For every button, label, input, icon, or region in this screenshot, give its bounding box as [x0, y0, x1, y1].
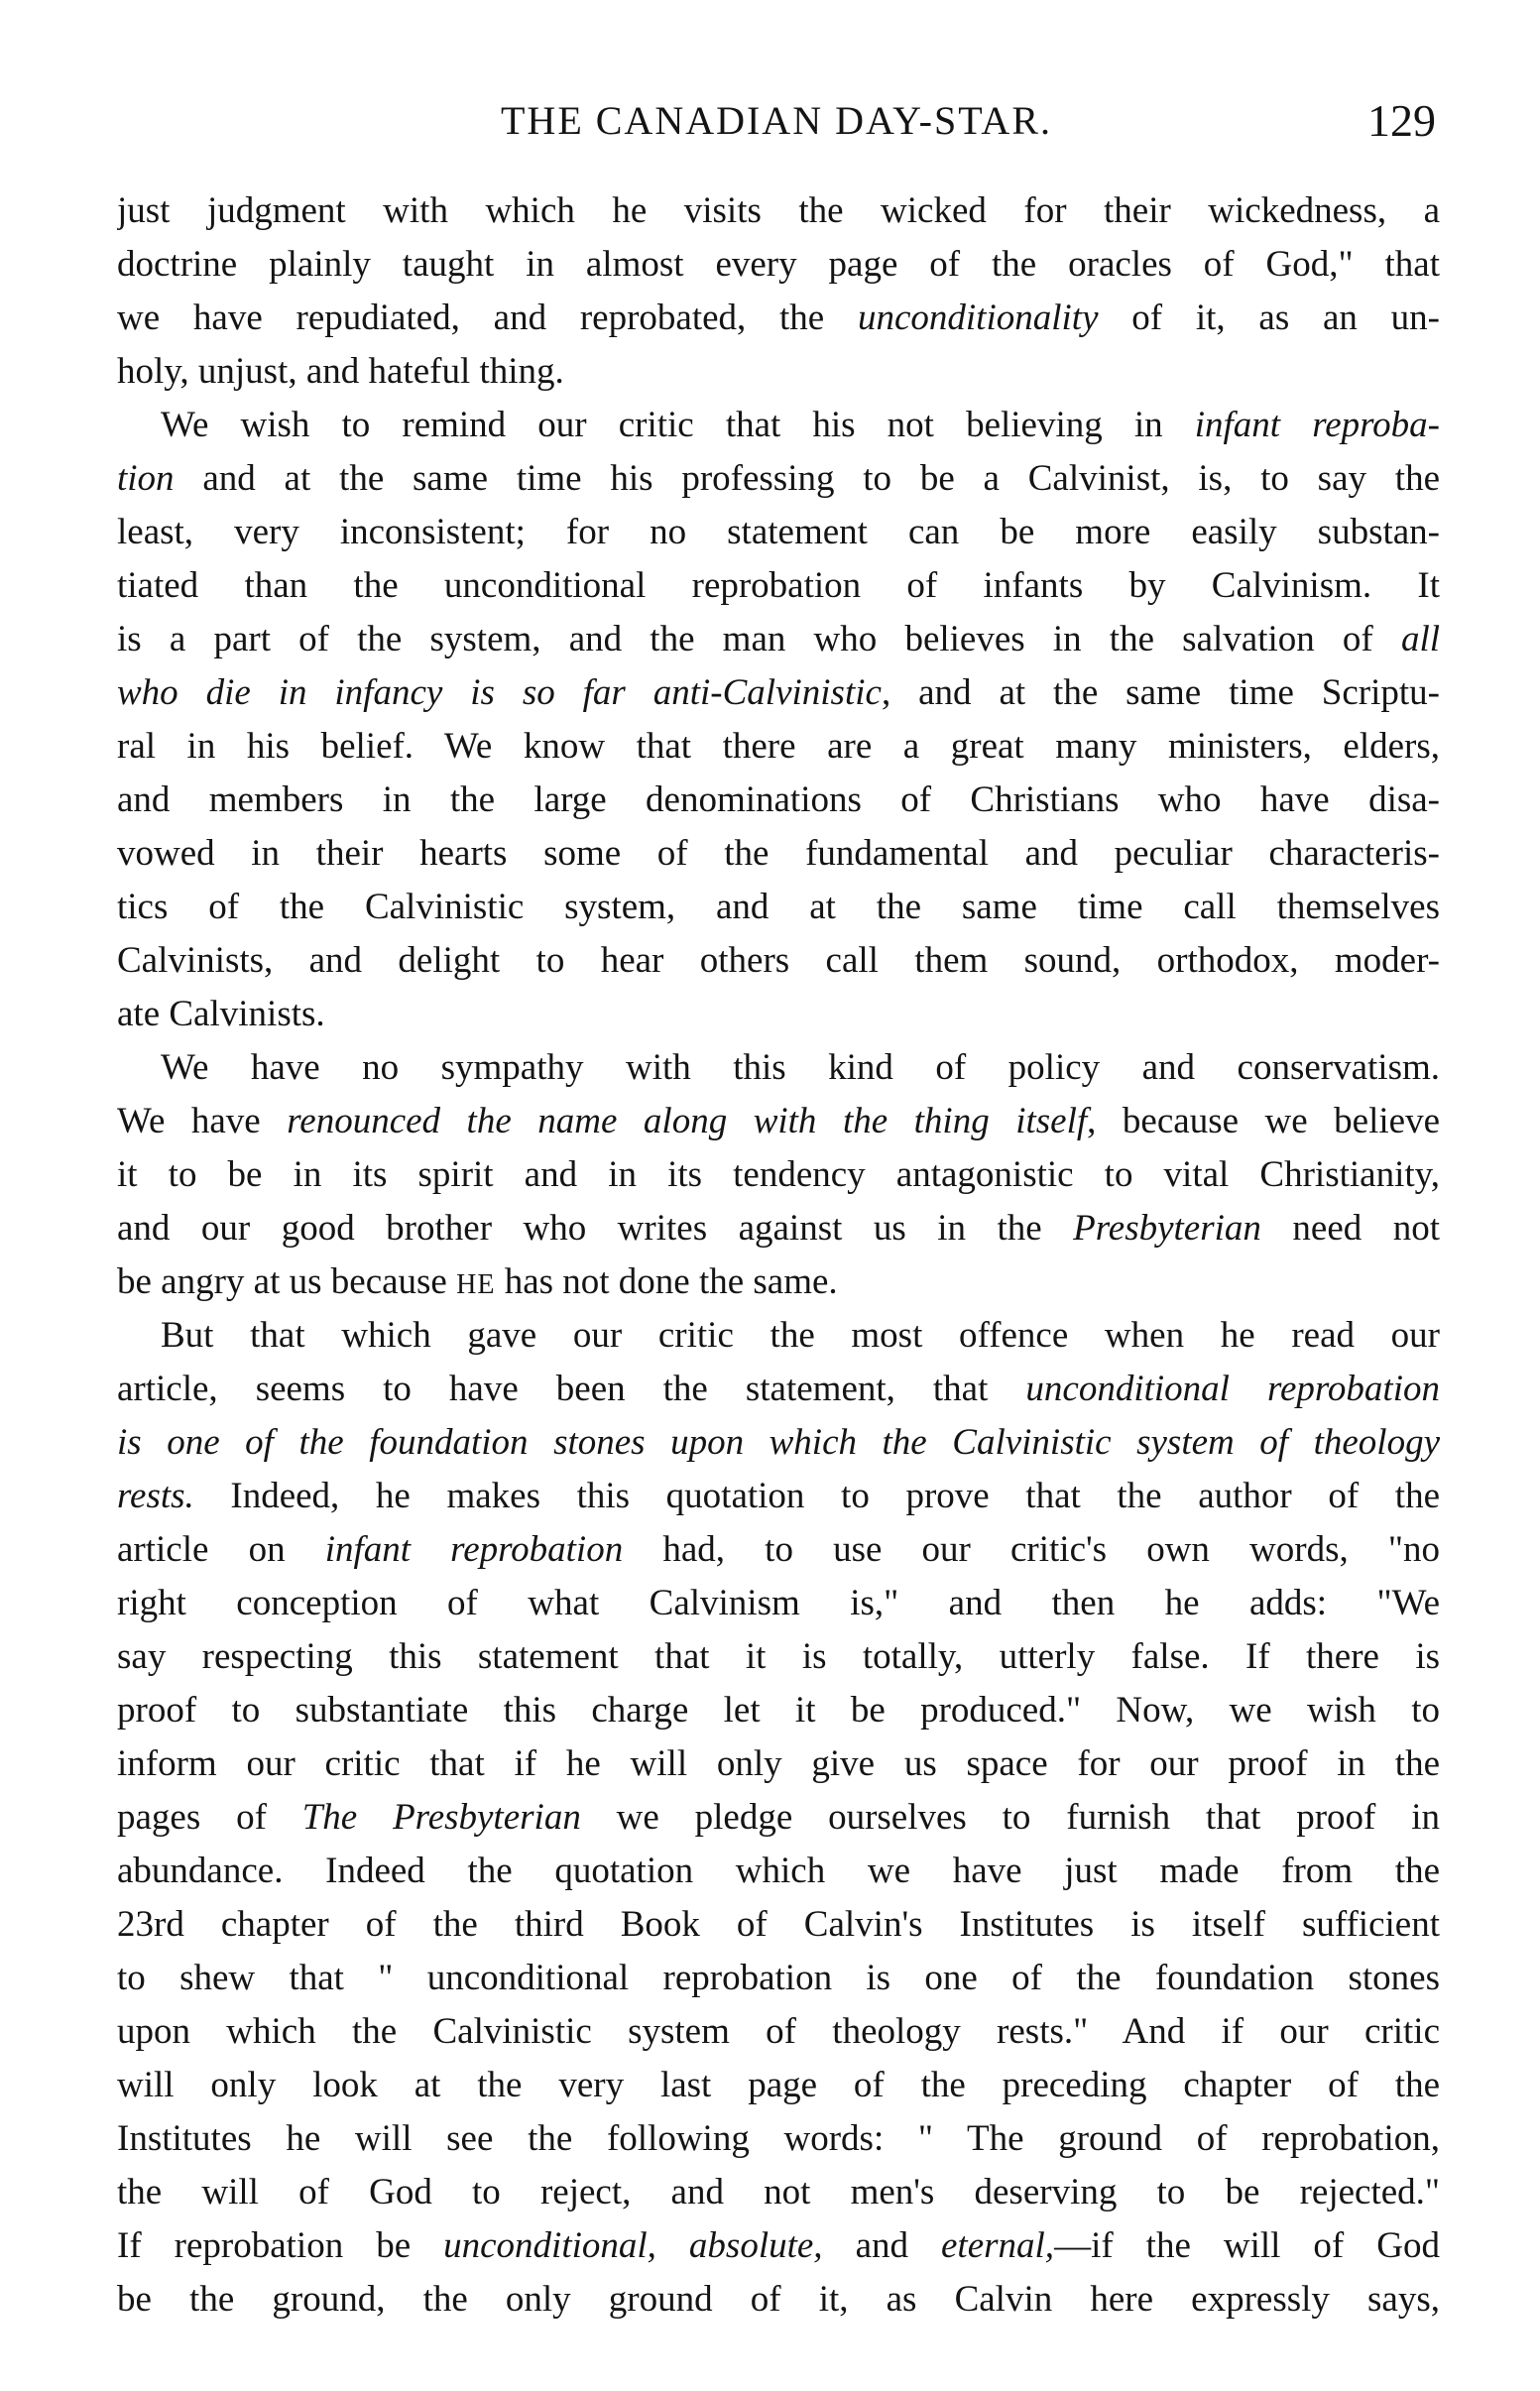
text-span: tics of the Calvinistic system, and at the same time call themselves	[117, 887, 1440, 927]
italic-span: infant reprobation	[324, 1529, 624, 1570]
text-span: If reprobation be	[117, 2225, 444, 2266]
text-line	[117, 1630, 1440, 1684]
text-line	[117, 184, 1440, 238]
text-span: is a part of the system, and the man who believes in the salvation of	[117, 619, 1401, 659]
text-span: —if the will of God	[1054, 2225, 1440, 2266]
text-line	[117, 506, 1440, 559]
text-span: and	[822, 2225, 941, 2266]
text-line	[117, 1255, 1440, 1309]
text-span: Indeed, he makes this quotation to prove that the author of the	[193, 1476, 1440, 1516]
text-line	[117, 1416, 1440, 1470]
text-line	[117, 1791, 1440, 1845]
text-span: say respecting this statement that it is totally, utterly false. If there is	[117, 1636, 1440, 1677]
text-span: article, seems to have been the statement, that	[117, 1369, 1026, 1409]
text-line	[117, 345, 1440, 399]
text-span: , because we believe	[1087, 1101, 1440, 1141]
text-span: and our good brother who writes against us in the	[117, 1208, 1074, 1249]
text-line	[117, 238, 1440, 292]
text-span: , and at the same time Scriptu-	[881, 672, 1440, 713]
text-line	[117, 559, 1440, 613]
text-line	[117, 666, 1440, 720]
text-line	[117, 1470, 1440, 1523]
text-line	[117, 1363, 1440, 1416]
text-span: proof to substantiate this charge let it be produced." Now, we wish to	[117, 1690, 1440, 1731]
text-line	[117, 1952, 1440, 2005]
text-span: holy, unjust, and hateful thing.	[117, 351, 564, 392]
italic-span: renounced the name along with the thing itself	[287, 1101, 1088, 1141]
italic-span: unconditional, absolute,	[443, 2225, 823, 2266]
text-span: be angry at us because	[117, 1261, 457, 1302]
text-line	[117, 1202, 1440, 1255]
text-line	[117, 1737, 1440, 1791]
small-caps-span: HE	[456, 1269, 496, 1300]
text-line	[117, 1041, 1440, 1095]
text-line	[117, 827, 1440, 881]
text-line	[117, 2112, 1440, 2166]
text-span: we pledge ourselves to furnish that proof in	[580, 1797, 1440, 1838]
text-line	[117, 2273, 1440, 2327]
text-line	[117, 2166, 1440, 2219]
text-span: We have	[117, 1101, 288, 1141]
text-line	[117, 1684, 1440, 1737]
text-line	[117, 1148, 1440, 1202]
italic-span: who die in infancy is so far anti-Calvinistic	[117, 672, 882, 713]
text-line	[117, 2005, 1440, 2059]
text-span: doctrine plainly taught in almost every page of the oracles of God," that	[117, 244, 1440, 285]
body-text	[117, 184, 1440, 2327]
text-span: be the ground, the only ground of it, as Calvin here expressly says,	[117, 2279, 1440, 2320]
text-line	[117, 774, 1440, 827]
text-span: We wish to remind our critic that his not believing in	[161, 405, 1195, 445]
text-line	[117, 2219, 1440, 2273]
text-span: 23rd chapter of the third Book of Calvin's Institutes is itself sufficient	[117, 1904, 1440, 1945]
text-line	[117, 1095, 1440, 1148]
text-span: and at the same time his professing to be a Calvinist, is, to say the	[174, 458, 1440, 499]
text-span: we have repudiated, and reprobated, the	[117, 298, 858, 338]
text-line	[117, 292, 1440, 345]
text-span: had, to use our critic's own words, "no	[623, 1529, 1440, 1570]
italic-span: unconditional reprobation	[1025, 1369, 1440, 1409]
text-span: We have no sympathy with this kind of policy and conservatism.	[161, 1047, 1440, 1088]
text-span: vowed in their hearts some of the fundamental and peculiar characteris-	[117, 833, 1440, 874]
text-line	[117, 881, 1440, 934]
text-span: least, very inconsistent; for no statement can be more easily substan-	[117, 512, 1440, 552]
text-line	[117, 399, 1440, 452]
page-number: 129	[1367, 95, 1436, 146]
text-line	[117, 1523, 1440, 1577]
text-span: just judgment with which he visits the wicked for their wickedness, a	[117, 190, 1440, 231]
text-span: article on	[117, 1529, 325, 1570]
text-line	[117, 1577, 1440, 1630]
text-span: of it, as an un-	[1098, 298, 1440, 338]
text-line	[117, 1845, 1440, 1898]
text-line	[117, 1898, 1440, 1952]
text-span: ate Calvinists.	[117, 994, 325, 1034]
text-line	[117, 1309, 1440, 1363]
text-span: will only look at the very last page of the preceding chapter of the	[117, 2065, 1440, 2105]
text-span: upon which the Calvinistic system of theology rests." And if our critic	[117, 2011, 1440, 2052]
text-span: Calvinists, and delight to hear others call them sound, orthodox, moder-	[117, 940, 1440, 981]
text-line	[117, 934, 1440, 988]
text-span: ral in his belief. We know that there are a great many ministers, elders,	[117, 726, 1440, 767]
italic-span: tion	[117, 458, 175, 499]
text-span: But that which gave our critic the most offence when he read our	[161, 1315, 1440, 1356]
text-span: need not	[1260, 1208, 1440, 1249]
text-span: and members in the large denominations of Christians who have disa-	[117, 779, 1440, 820]
text-span: right conception of what Calvinism is," and then he adds: "We	[117, 1583, 1440, 1623]
text-line	[117, 452, 1440, 506]
italic-span: Presbyterian	[1073, 1208, 1261, 1249]
italic-span: all	[1400, 619, 1440, 659]
italic-span: The Presbyterian	[301, 1797, 581, 1838]
text-line	[117, 988, 1440, 1041]
text-span: the will of God to reject, and not men's deserving to be rejected."	[117, 2172, 1440, 2212]
text-line	[117, 720, 1440, 774]
text-span: to shew that " unconditional reprobation is one of the foundation stones	[117, 1958, 1440, 1998]
text-span: abundance. Indeed the quotation which we have just made from the	[117, 1851, 1440, 1891]
running-title: THE CANADIAN DAY-STAR.	[501, 98, 1052, 143]
text-span: it to be in its spirit and in its tendency antagonistic to vital Christianity,	[117, 1154, 1440, 1195]
italic-span: infant reproba-	[1194, 405, 1440, 445]
italic-span: rests.	[117, 1476, 194, 1516]
text-span: Institutes he will see the following words: " The ground of reprobation,	[117, 2118, 1440, 2159]
text-span: pages of	[117, 1797, 302, 1838]
text-span: tiated than the unconditional reprobation of infants by Calvinism. It	[117, 565, 1440, 606]
italic-span: eternal,	[941, 2225, 1055, 2266]
italic-span: is one of the foundation stones upon which the Calvinistic system of theology	[117, 1422, 1440, 1463]
text-span: has not done the same.	[495, 1261, 838, 1302]
running-head	[117, 91, 1436, 151]
text-line	[117, 2059, 1440, 2112]
text-span: inform our critic that if he will only give us space for our proof in the	[117, 1743, 1440, 1784]
italic-span: unconditionality	[857, 298, 1099, 338]
text-line	[117, 613, 1440, 666]
